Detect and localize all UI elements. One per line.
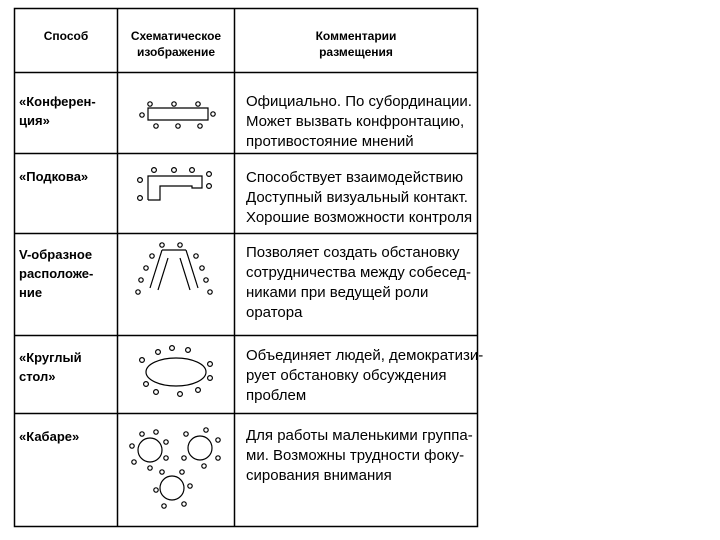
- header-comment-line: Комментарии: [315, 29, 397, 43]
- method-line: V-образное: [19, 247, 93, 262]
- comment-line: Хорошие возможности контроля: [246, 209, 473, 226]
- comment-line: Может вызвать конфронтацию,: [246, 113, 465, 130]
- method-round-table: [19, 348, 115, 386]
- comment-line: Способствует взаимодействию: [246, 169, 464, 186]
- header-scheme-line: Схематическое: [130, 29, 222, 43]
- comment-line: рует обстановку обсуждения: [246, 367, 447, 384]
- comment-line: Доступный визуальный контакт.: [246, 189, 468, 206]
- comment-line: Официально. По субординации.: [246, 93, 472, 110]
- method-line: «Подкова»: [19, 169, 89, 184]
- method-conference: [19, 92, 115, 130]
- method-line: ция»: [19, 113, 50, 128]
- header-comment: [235, 28, 477, 60]
- comment-cabaret: [246, 426, 478, 486]
- round-table-scheme: [136, 344, 216, 400]
- comment-line: Для работы маленькими группа-: [246, 427, 473, 444]
- comment-line: противостояние мнений: [246, 133, 414, 150]
- method-line: стол»: [19, 369, 56, 384]
- header-scheme-line: изображение: [136, 45, 216, 59]
- method-line: «Круглый: [19, 350, 82, 365]
- comment-line: Позволяет создать обстановку: [246, 244, 460, 261]
- method-v-shaped: [19, 245, 115, 302]
- header-scheme: [118, 28, 234, 60]
- comment-line: сотрудничества между собесед-: [246, 264, 471, 281]
- method-line: ние: [19, 285, 43, 300]
- comment-line: никами при ведущей роли: [246, 284, 429, 301]
- comment-v-shaped: [246, 243, 478, 323]
- method-horseshoe: [19, 167, 115, 186]
- method-line: «Кабаре»: [19, 429, 80, 444]
- method-line: расположе-: [19, 266, 94, 281]
- comment-horseshoe: [246, 168, 478, 228]
- v-shaped-scheme: [132, 242, 216, 302]
- method-cabaret: [19, 427, 115, 446]
- comment-line: оратора: [246, 304, 303, 321]
- cabaret-scheme: [126, 424, 224, 510]
- conference-scheme: [136, 96, 216, 136]
- header-comment-line: размещения: [319, 45, 393, 59]
- comment-line: сирования внимания: [246, 467, 392, 484]
- comment-line: Объединяет людей, демократизи-: [246, 347, 484, 364]
- comment-line: проблем: [246, 387, 307, 404]
- method-line: «Конферен-: [19, 94, 96, 109]
- header-method: [15, 28, 117, 44]
- horseshoe-scheme: [134, 166, 216, 210]
- comment-round-table: [246, 346, 484, 406]
- comment-conference: [246, 92, 478, 152]
- header-method-text: Способ: [43, 29, 89, 43]
- comment-line: ми. Возможны трудности фоку-: [246, 447, 465, 464]
